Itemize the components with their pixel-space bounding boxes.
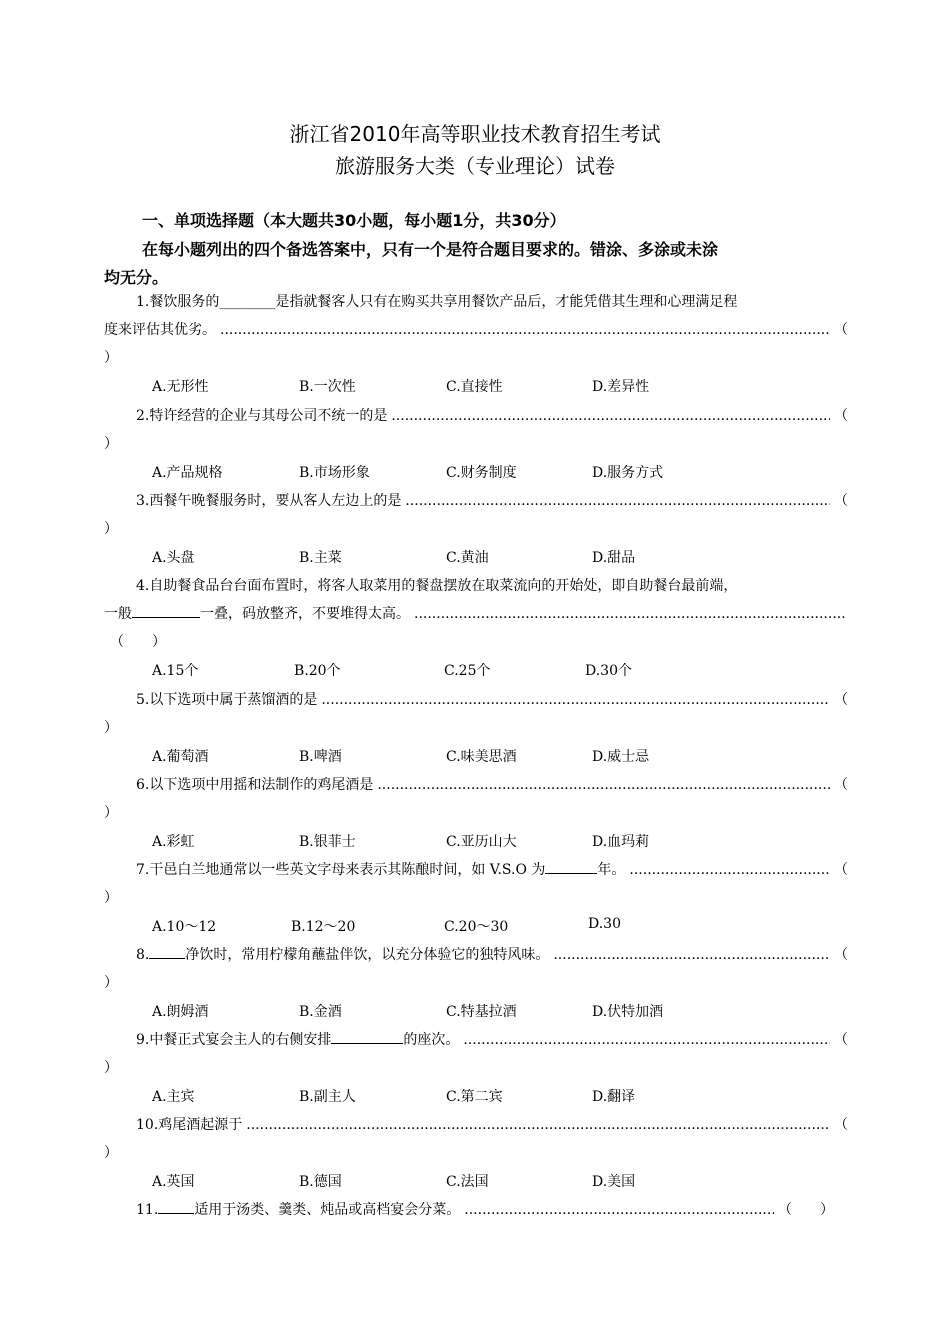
question-text: 2.特许经营的企业与其母公司不统一的是: [136, 408, 388, 424]
answer-paren-close: ）: [104, 890, 118, 906]
option-a[interactable]: A.15个: [152, 663, 199, 679]
question-4: [104, 572, 846, 656]
answer-paren-open[interactable]: （: [834, 1117, 848, 1133]
question-10: [104, 1111, 846, 1167]
option-b[interactable]: B.金酒: [299, 1004, 342, 1020]
answer-paren-close: ）: [104, 975, 118, 991]
question-9: [104, 1026, 846, 1082]
option-b[interactable]: B.12～20: [291, 919, 356, 935]
question-8: [104, 941, 846, 997]
option-d[interactable]: D.血玛莉: [592, 834, 650, 850]
question-text: 3.西餐午晚餐服务时，要从客人左边上的是: [136, 493, 402, 509]
answer-paren-open[interactable]: （: [834, 777, 848, 793]
blank-underline[interactable]: [545, 859, 597, 874]
leader-dots: [405, 487, 830, 515]
answer-paren[interactable]: （ ）: [110, 634, 166, 650]
question-text-pre: 9.中餐正式宴会主人的右侧安排: [136, 1032, 332, 1048]
question-text-post: 的座次。: [403, 1032, 460, 1048]
question-text-pre: 11.: [136, 1202, 159, 1218]
leader-dots: [246, 1111, 830, 1139]
answer-paren-close: ）: [104, 436, 118, 452]
answer-paren-open[interactable]: （: [834, 947, 848, 963]
leader-dots: [391, 402, 830, 430]
question-text: 10.鸡尾酒起源于: [136, 1117, 243, 1133]
blank-underline[interactable]: [149, 944, 185, 959]
option-b[interactable]: B.银菲士: [299, 834, 356, 850]
leader-dots: [377, 771, 830, 799]
option-c[interactable]: C.25个: [444, 663, 491, 679]
option-a[interactable]: A.无形性: [152, 379, 209, 395]
option-b[interactable]: B.一次性: [299, 379, 356, 395]
answer-paren[interactable]: （ ）: [778, 1202, 834, 1218]
option-d[interactable]: D.30个: [585, 663, 632, 679]
option-a[interactable]: A.英国: [152, 1174, 195, 1190]
option-c[interactable]: C.亚历山大: [446, 834, 517, 850]
question-7: [104, 856, 846, 912]
question-1: [104, 288, 846, 372]
option-b[interactable]: B.副主人: [299, 1089, 356, 1105]
option-c[interactable]: C.20～30: [444, 919, 509, 935]
answer-paren-open[interactable]: （: [834, 862, 848, 878]
option-a[interactable]: A.朗姆酒: [152, 1004, 209, 1020]
leader-dots: [321, 686, 830, 714]
option-c[interactable]: C.味美思酒: [446, 749, 517, 765]
question-text-pre: 一般: [104, 606, 132, 622]
question-text: 4.自助餐食品台台面布置时，将客人取菜用的餐盘摆放在取菜流向的开始处，即自助餐台最前端，: [136, 578, 738, 594]
option-b[interactable]: B.德国: [299, 1174, 342, 1190]
leader-dots: [220, 316, 830, 344]
question-5: [104, 686, 846, 742]
question-text: 6.以下选项中用摇和法制作的鸡尾酒是: [136, 777, 374, 793]
option-d[interactable]: D.美国: [592, 1174, 636, 1190]
leader-dots: [463, 1026, 830, 1054]
question-text: 5.以下选项中属于蒸馏酒的是: [136, 692, 318, 708]
question-6: [104, 771, 846, 827]
option-c[interactable]: C.财务制度: [446, 465, 517, 481]
option-b[interactable]: B.20个: [294, 663, 341, 679]
answer-paren-close: ）: [104, 521, 118, 537]
answer-paren-open[interactable]: （: [834, 493, 848, 509]
option-a[interactable]: A.10～12: [152, 919, 217, 935]
option-d[interactable]: D.威士忌: [592, 749, 650, 765]
exam-title-line2: 旅游服务大类（专业理论）试卷: [335, 154, 615, 178]
leader-dots: [629, 856, 830, 884]
question-text-post: 一叠，码放整齐，不要堆得太高。: [200, 606, 410, 622]
option-a[interactable]: A.头盘: [152, 550, 195, 566]
answer-paren-close: ）: [104, 1060, 118, 1076]
option-c[interactable]: C.直接性: [446, 379, 503, 395]
leader-dots: [553, 941, 830, 969]
answer-paren-close: ）: [104, 805, 118, 821]
answer-paren-open[interactable]: （: [834, 408, 848, 424]
option-d[interactable]: D.翻译: [592, 1089, 636, 1105]
section-heading: 一、单项选择题（本大题共30小题，每小题1分，共30分）: [142, 211, 566, 230]
question-text-post: 适用于汤类、羹类、炖品或高档宴会分菜。: [194, 1202, 461, 1218]
leader-dots: [414, 600, 846, 628]
answer-paren-close: ）: [104, 350, 118, 366]
option-b[interactable]: B.主菜: [299, 550, 342, 566]
option-c[interactable]: C.法国: [446, 1174, 489, 1190]
leader-dots: [464, 1196, 774, 1224]
question-text-pre: 8.: [136, 947, 150, 963]
question-text: 度来评估其优劣。: [104, 322, 216, 338]
exam-title-line1: 浙江省2010年高等职业技术教育招生考试: [289, 122, 661, 146]
option-b[interactable]: B.市场形象: [299, 465, 370, 481]
option-c[interactable]: C.第二宾: [446, 1089, 503, 1105]
question-2: [104, 402, 846, 458]
option-d[interactable]: D.差异性: [592, 379, 650, 395]
question-text-pre: 7.干邑白兰地通常以一些英文字母来表示其陈酿时间，如 V.S.O 为: [136, 862, 546, 878]
question-text-post: 净饮时，常用柠檬角蘸盐伴饮，以充分体验它的独特风味。: [185, 947, 550, 963]
option-d[interactable]: D.30: [588, 916, 621, 932]
answer-paren-close: ）: [104, 720, 118, 736]
blank-underline[interactable]: [132, 603, 200, 618]
option-a[interactable]: A.彩虹: [152, 834, 195, 850]
option-a[interactable]: A.葡萄酒: [152, 749, 209, 765]
blank-underline[interactable]: [331, 1029, 403, 1044]
section-instruction-line1: 在每小题列出的四个备选答案中，只有一个是符合题目要求的。错涂、多涂或未涂: [142, 240, 719, 259]
question-3: [104, 487, 846, 543]
blank-underline[interactable]: [158, 1199, 194, 1214]
option-a[interactable]: A.主宾: [152, 1089, 195, 1105]
answer-paren-close: ）: [104, 1145, 118, 1161]
question-text-post: 年。: [597, 862, 626, 878]
question-11: [104, 1196, 834, 1224]
option-c[interactable]: C.黄油: [446, 550, 489, 566]
option-d[interactable]: D.服务方式: [592, 465, 664, 481]
question-text: 1.餐饮服务的________是指就餐客人只有在购买共享用餐饮产品后，才能凭借其生理和心理满足程: [136, 294, 738, 310]
answer-paren-open[interactable]: （: [834, 692, 848, 708]
section-instruction-line2: 均无分。: [104, 268, 169, 287]
option-d[interactable]: D.甜品: [592, 550, 636, 566]
option-d[interactable]: D.伏特加酒: [592, 1004, 664, 1020]
answer-paren-open[interactable]: （: [834, 322, 848, 338]
option-b[interactable]: B.啤酒: [299, 749, 342, 765]
option-c[interactable]: C.特基拉酒: [446, 1004, 517, 1020]
option-a[interactable]: A.产品规格: [152, 465, 223, 481]
answer-paren-open[interactable]: （: [834, 1032, 848, 1048]
